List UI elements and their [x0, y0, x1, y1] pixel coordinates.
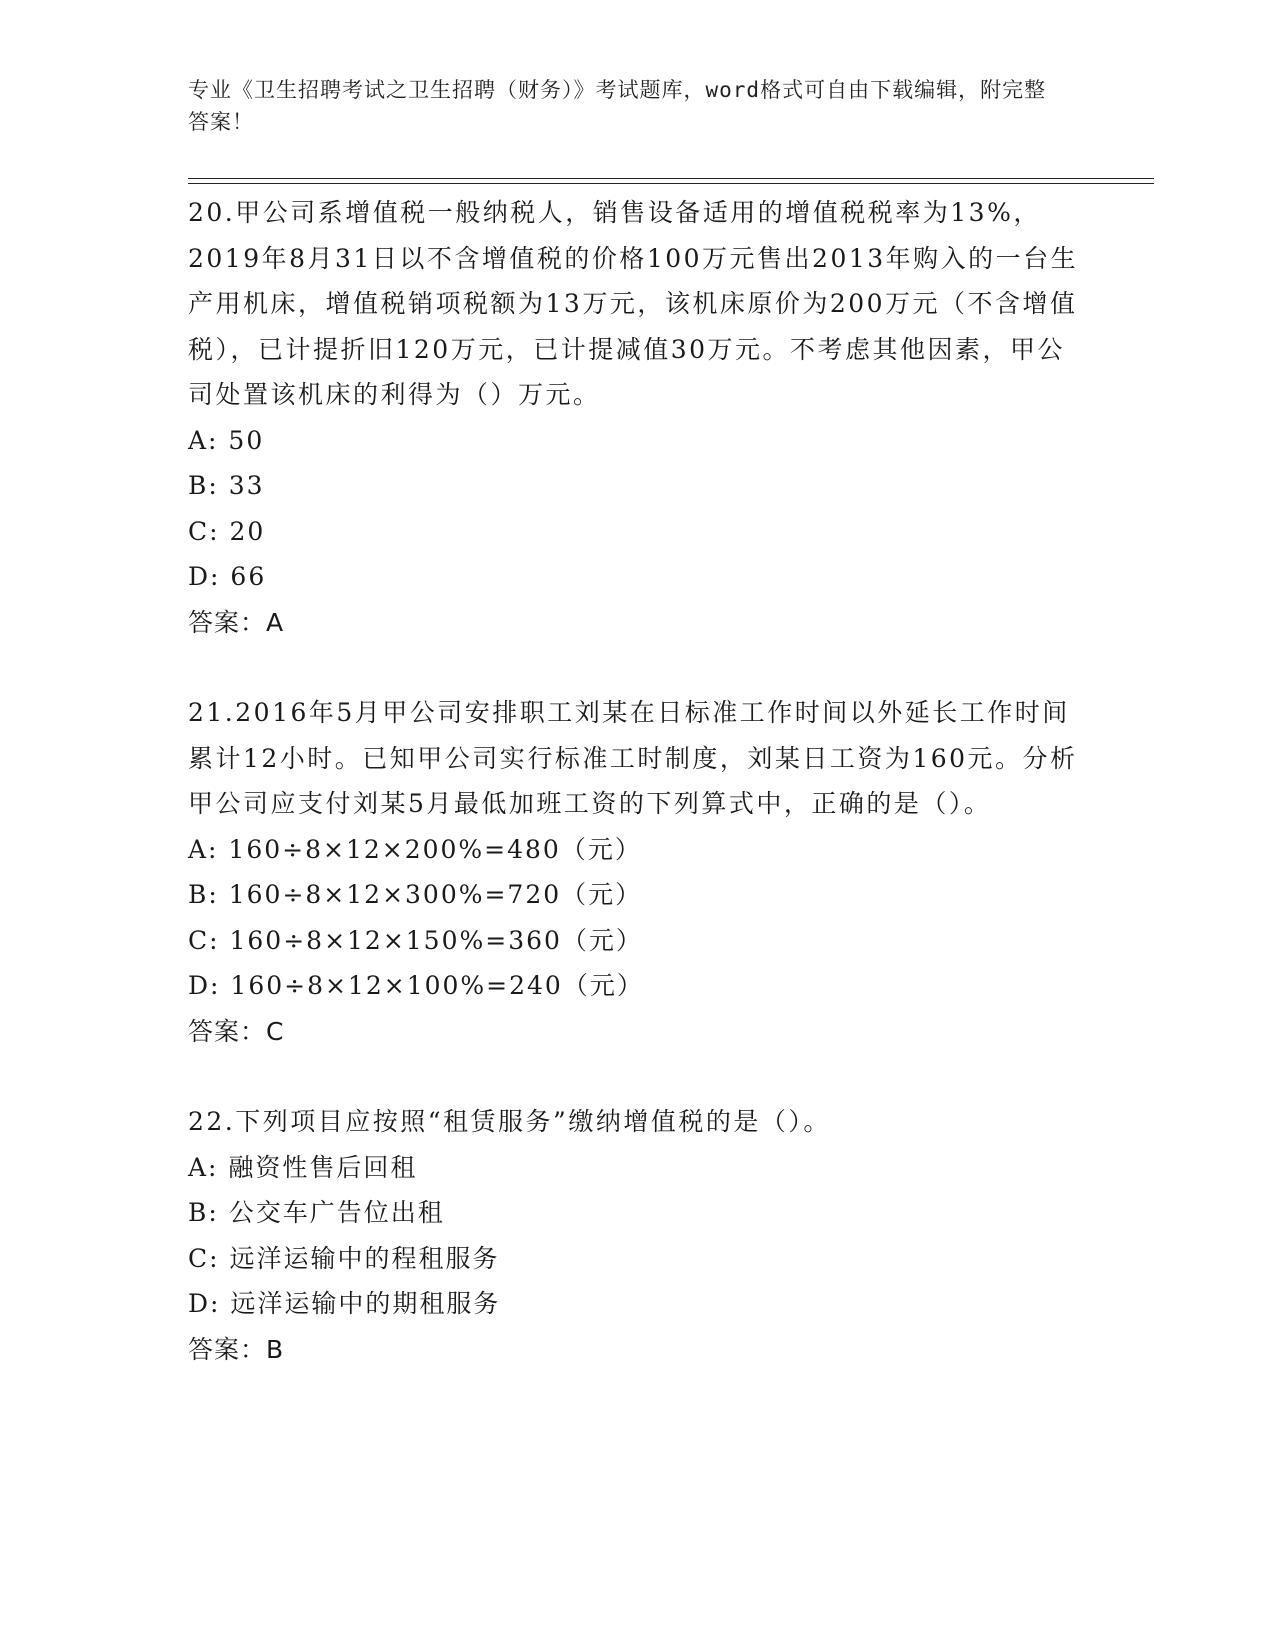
option-a: A: 160÷8×12×200%=480（元）: [188, 834, 642, 864]
option-d: D: 远洋运输中的期租服务: [188, 1289, 501, 1318]
option-a: A: 50: [188, 425, 265, 455]
question-list: [188, 190, 1088, 1372]
answer-label: 答案：B: [188, 1334, 285, 1364]
question-block: [188, 690, 1088, 1054]
option-b: B: 33: [188, 471, 265, 500]
option-d: D: 66: [188, 562, 267, 591]
question-text: 21.2016年5月甲公司安排职工刘某在日标准工作时间以外延长工作时间累计12小时。已知甲公司实行标准工时制度，刘某日工资为160元。分析甲公司应支付刘某5月最低加班工资的下列算式中，正确的是（）。: [188, 698, 1078, 818]
option-a: A: 融资性售后回租: [188, 1152, 418, 1182]
question-spacer: [188, 1054, 1088, 1099]
question-spacer: [188, 645, 1088, 690]
page-header: 专业《卫生招聘考试之卫生招聘（财务）》考试题库，word格式可自由下载编辑，附完整答案！: [188, 78, 1047, 134]
answer-label: 答案：C: [188, 1016, 285, 1046]
question-block: [188, 1099, 1088, 1372]
question-text: 20.甲公司系增值税一般纳税人，销售设备适用的增值税税率为13%，2019年8月31日以不含增值税的价格100万元售出2013年购入的一台生产用机床，增值税销项税额为13万元，该机床原价为200万元（不含增值税），已计提折旧120万元，已计提减值30万元。不考虑其他因素，甲公司处置该机床的利得为（）万元。: [188, 198, 1079, 409]
header-rule-bottom: [188, 183, 1154, 184]
question-block: [188, 190, 1088, 645]
header-rule-top: [188, 178, 1154, 179]
option-c: C: 远洋运输中的程租服务: [188, 1243, 500, 1273]
option-c: C: 160÷8×12×150%=360（元）: [188, 925, 643, 955]
option-b: B: 160÷8×12×300%=720（元）: [188, 880, 643, 909]
question-text: 22.下列项目应按照“租赁服务”缴纳增值税的是（）。: [188, 1107, 831, 1136]
option-b: B: 公交车广告位出租: [188, 1198, 445, 1227]
option-c: C: 20: [188, 516, 266, 546]
option-d: D: 160÷8×12×100%=240（元）: [188, 971, 644, 1000]
answer-label: 答案：A: [188, 607, 285, 637]
